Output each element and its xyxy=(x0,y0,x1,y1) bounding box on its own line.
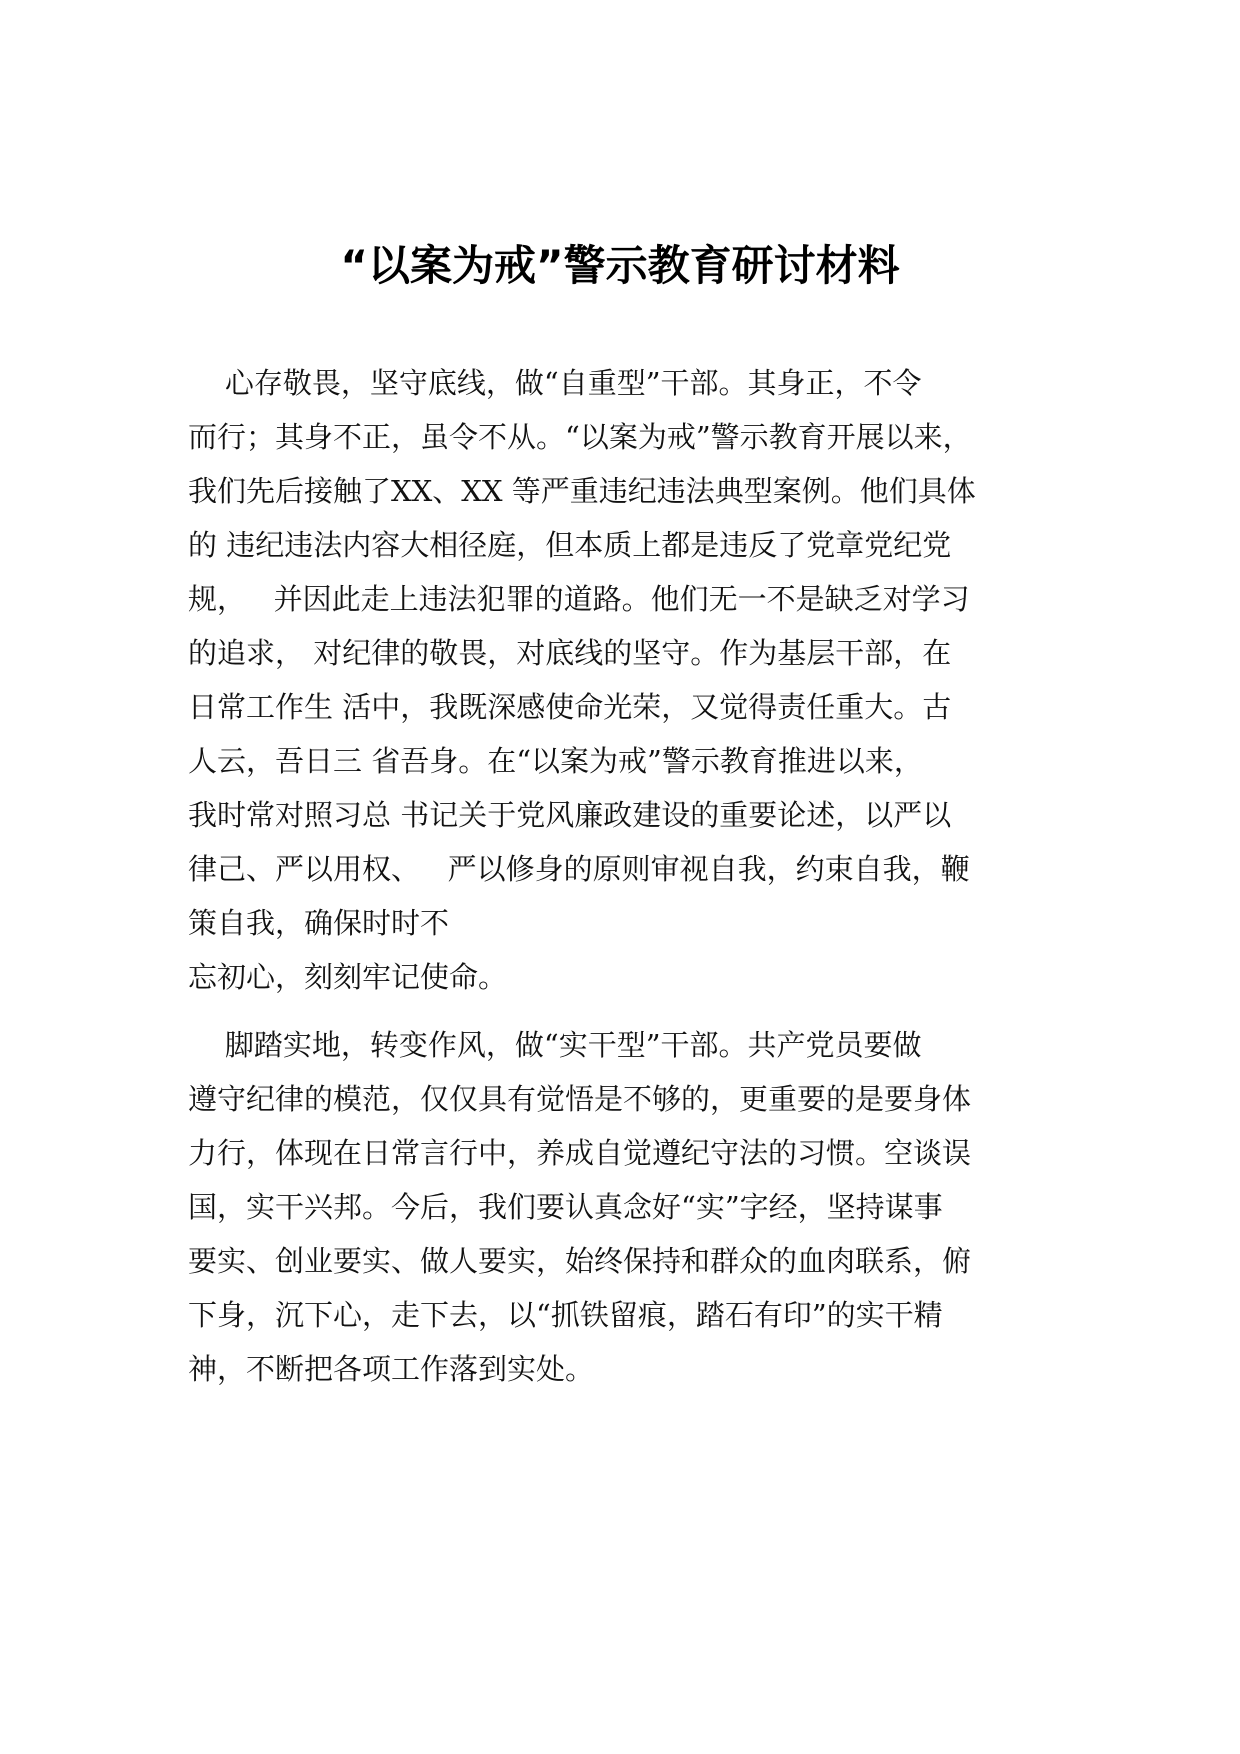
paragraph-line: 下身，沉下心，走下去，以“抓铁留痕，踏石有印”的实干精 xyxy=(188,1298,943,1332)
paragraph-line: 神，不断把各项工作落到实处。 xyxy=(188,1352,595,1386)
paragraph-line: 脚踏实地，转变作风，做“实干型”干部。共产党员要做 xyxy=(188,1028,922,1062)
paragraph-line: 规， 并因此走上违法犯罪的道路。他们无一不是缺乏对学习 xyxy=(188,582,970,616)
paragraph-line: 的追求， 对纪律的敬畏，对底线的坚守。作为基层干部，在 xyxy=(188,636,952,670)
paragraph-line: 的 违纪违法内容大相径庭，但本质上都是违反了党章党纪党 xyxy=(188,528,952,562)
paragraph-self-discipline xyxy=(188,356,1060,1004)
paragraph-line: 策自我，确保时时不 xyxy=(188,906,450,940)
paragraph-line: 人云，吾日三 省吾身。在“以案为戒”警示教育推进以来， xyxy=(188,744,923,778)
paragraph-line: 我时常对照习总 书记关于党风廉政建设的重要论述，以严以 xyxy=(188,798,952,832)
paragraph-line: 而行；其身不正，虽令不从。“以案为戒”警示教育开展以来， xyxy=(188,420,972,454)
paragraph-line: 遵守纪律的模范，仅仅具有觉悟是不够的，更重要的是要身体 xyxy=(188,1082,972,1116)
paragraph-line: 国，实干兴邦。今后，我们要认真念好“实”字经，坚持谋事 xyxy=(188,1190,943,1224)
paragraph-line: 忘初心，刻刻牢记使命。 xyxy=(188,960,508,994)
paragraph-line: 力行，体现在日常言行中，养成自觉遵纪守法的习惯。空谈误 xyxy=(188,1136,972,1170)
paragraph-line: 我们先后接触了XX、XX 等严重违纪违法典型案例。他们具体 xyxy=(188,474,976,508)
paragraph-line: 日常工作生 活中，我既深感使命光荣，又觉得责任重大。古 xyxy=(188,690,952,724)
paragraph-line: 律己、严以用权、 严以修身的原则审视自我，约束自我，鞭 xyxy=(188,852,970,886)
paragraph-line: 心存敬畏，坚守底线，做“自重型”干部。其身正，不令 xyxy=(188,366,922,400)
paragraph-line: 要实、创业要实、做人要实，始终保持和群众的血肉联系，俯 xyxy=(188,1244,972,1278)
paragraph-practical-work xyxy=(188,1018,1060,1396)
document-title: “以案为戒”警示教育研讨材料 xyxy=(340,241,900,290)
